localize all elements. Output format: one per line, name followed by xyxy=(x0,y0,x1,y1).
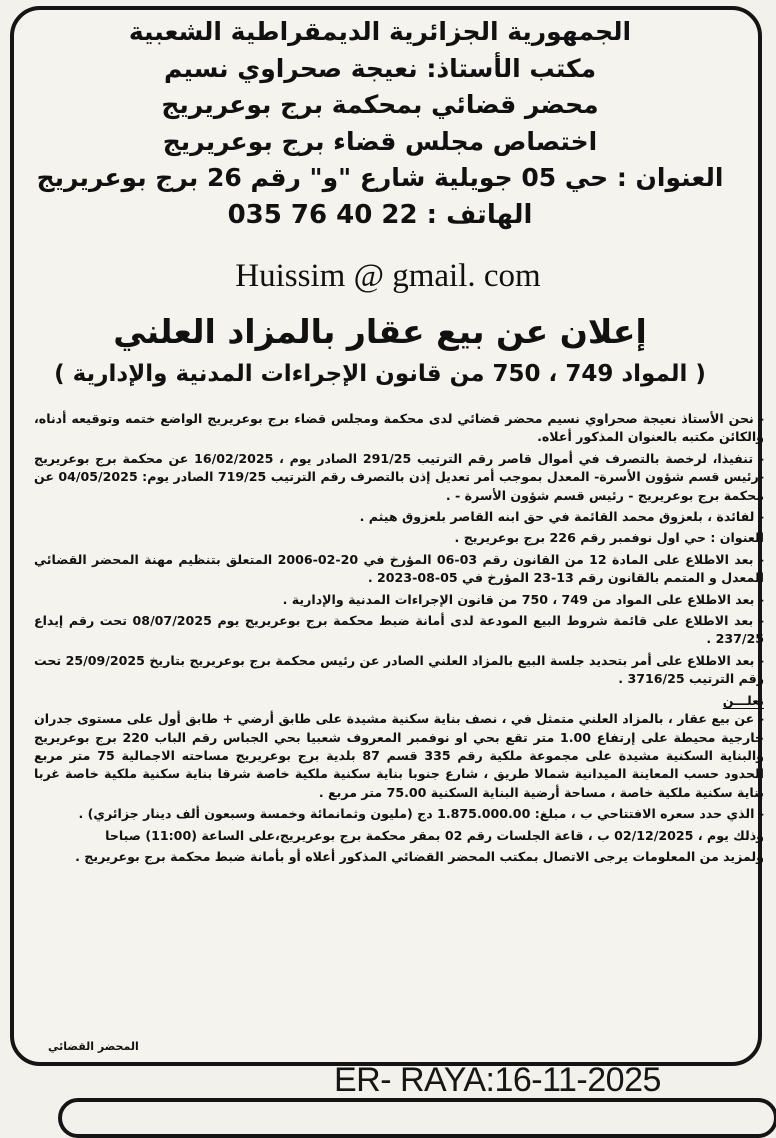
paragraph-contact: ولمزيد من المعلومات يرجى الاتصال بمكتب المحضر القضائي المذكور أعلاه أو بأمانة ضبط محكمة برج بوعريريج . xyxy=(75,848,764,864)
office-address: العنوان : حي 05 جويلية شارع "و" رقم 26 برج بوعريريج xyxy=(36,163,724,192)
office-header xyxy=(30,14,730,233)
signature: المحضر القضائي xyxy=(48,1040,139,1053)
office-name: مكتب الأستاذ: نعيجة صحراوي نسيم xyxy=(163,53,597,83)
paragraph-opening-price: - الذي حدد سعره الافتتاحي ب ، مبلغ: 1.875.000.00 دج (مليون وثمانمائة وخمسة وسبعون ألف دينار جزائري) . xyxy=(78,806,764,822)
announcement-body xyxy=(34,410,764,869)
bailiff-title: محضر قضائي بمحكمة برج بوعريريج xyxy=(161,90,599,119)
office-email: Huissim @ gmail. com xyxy=(235,258,541,294)
jurisdiction: اختصاص مجلس قضاء برج بوعريريج xyxy=(162,126,598,156)
paragraph-execution: - تنفيذا، لرخصة بالتصرف في أموال قاصر رقم الترتيب 291/25 الصادر يوم ، 16/02/2025 عن محكمة برج بوعريريج -رئيس قسم شؤون الأسرة- المعدل بموجب أمر تعديل إذن بالتصرف رقم الترتيب 719/25 الصادر يوم: 04/05/2025 عن محكمة برج بوعريريج - رئيس قسم شؤون الأسرة - . xyxy=(34,450,764,503)
paragraph-session-order: - بعد الاطلاع على أمر بتحديد جلسة البيع بالمزاد العلني الصادر عن رئيس محكمة برج بوعريريج بتاريخ 25/09/2025 تحت رقم الترتيب 3716/25 . xyxy=(34,652,764,687)
announcement-title: إعلان عن بيع عقار بالمزاد العلني xyxy=(113,312,647,351)
paragraph-sale-date: وذلك يوم ، 02/12/2025 ب ، قاعة الجلسات رقم 02 بمقر محكمة برج بوعريريج،على الساعة (11:00) صباحا xyxy=(105,827,764,843)
paragraph-law-reference: - بعد الاطلاع على المادة 12 من القانون رقم 03-06 المؤرخ في 20-02-2006 المتعلق بتنظيم مهنة المحضر القضائي المعدل و المتمم بالقانون رقم 13-23 المؤرخ في 05-08-2023 . xyxy=(34,551,764,586)
paragraph-beneficiary-address: العنوان : حي اول نوفمبر رقم 226 برج بوعريريج . xyxy=(454,530,764,546)
newspaper-source: ER- RAYA:16-11-2025 xyxy=(334,1061,661,1099)
paragraph-beneficiary: - لفائدة ، بلعزوق محمد القائمة في حق ابنه القاصر بلعزوق هيثم . xyxy=(359,509,764,525)
office-phone: الهاتف : 22 40 76 035 xyxy=(227,199,533,230)
paragraph-bailiff-intro: - نحن الأستاذ نعيجة صحراوي نسيم محضر قضائي لدى محكمة ومجلس قضاء برج بوعريريج الواضع ختمه وتوقيعه أدناه، والكائن مكتبه بالعنوان المذكور أعلاه. xyxy=(34,411,764,445)
paragraph-sale-conditions: - بعد الاطلاع على قائمة شروط البيع المودعة لدى أمانة ضبط محكمة برج بوعريريج يوم 08/07/2025 تحت رقم إيداع 237/25 . xyxy=(34,613,765,647)
next-announcement-frame xyxy=(58,1098,776,1138)
announce-word: نعلـــن xyxy=(722,692,764,708)
paragraph-articles: - بعد الاطلاع على المواد من 749 ، 750 من قانون الإجراءات المدنية والإدارية . xyxy=(282,591,764,607)
paragraph-property-description: - عن بيع عقار ، بالمزاد العلني متمثل في ، نصف بناية سكنية مشيدة على طابق أرضي + طابق أول على مستوى جدران خارجية محيطة على إرتفاع 1.00 متر تقع بحي او نوفمبر المعروف شعبيا بحي الجباس رقم الباب 220 برج بوعريريج والبناية السكنية مشيدة على مجموعة ملكية رقم 335 قسم 87 بلدية برج بوعريريج مساحته الاجمالية 75 متر مربع الحدود حسب المعاينة الميدانية شمالا طريق ، شارع جنوبا بناية سكنية ملكية خاصة شرقا بناية سكنية ملكية خاصة غربا بناية سكنية ملكية خاصة ، مساحة أرضية البناية السكنية 75.00 متر مربع . xyxy=(34,711,765,800)
country-name: الجمهورية الجزائرية الديمقراطية الشعبية xyxy=(128,17,632,46)
announcement-subtitle: ( المواد 749 ، 750 من قانون الإجراءات المدنية والإدارية ) xyxy=(54,361,706,387)
